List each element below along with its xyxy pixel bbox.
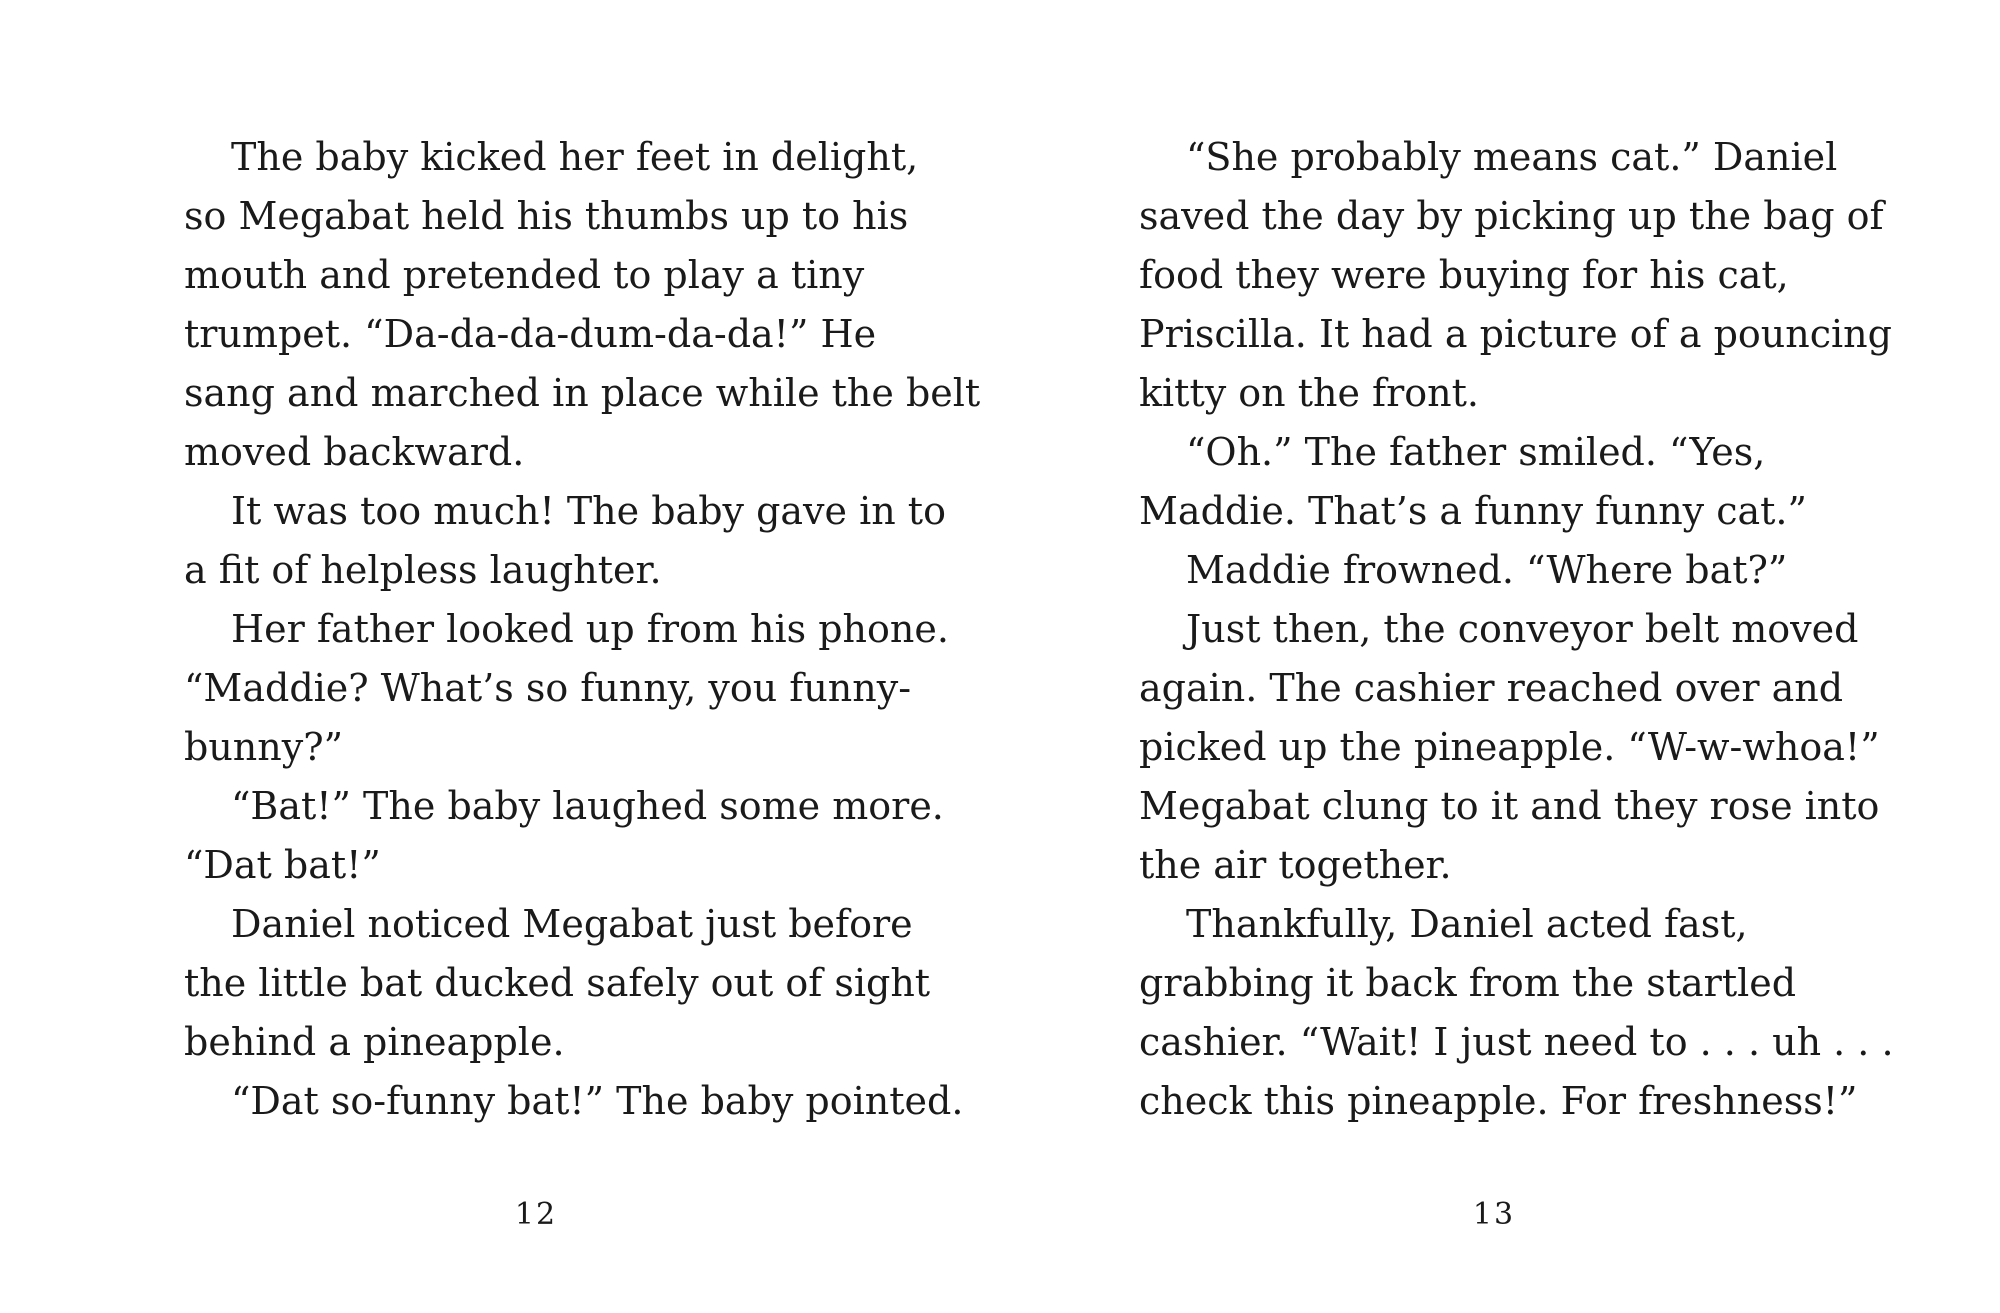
text-line: Daniel noticed Megabat just before <box>231 902 913 946</box>
text-line: “Oh.” The father smiled. “Yes, <box>1186 430 1766 474</box>
text-line: picked up the pineapple. “W-w-whoa!” <box>1139 725 1880 769</box>
text-line: the little bat ducked safely out of sight <box>184 961 931 1005</box>
text-line: food they were buying for his cat, <box>1139 253 1789 297</box>
text-line: Megabat clung to it and they rose into <box>1139 784 1880 828</box>
left-page-text <box>184 128 980 1131</box>
text-line: saved the day by picking up the bag of <box>1139 194 1884 238</box>
text-line: Priscilla. It had a picture of a pouncing <box>1139 312 1892 356</box>
text-line: Maddie frowned. “Where bat?” <box>1186 548 1788 592</box>
text-line: trumpet. “Da-da-da-dum-da-da!” He <box>184 312 877 356</box>
text-line: Just then, the conveyor belt moved <box>1186 607 1859 651</box>
page-number-right: 13 <box>1472 1197 1516 1232</box>
text-line: The baby kicked her feet in delight, <box>231 135 919 179</box>
text-line: mouth and pretended to play a tiny <box>184 253 865 297</box>
text-line: sang and marched in place while the belt <box>184 371 981 415</box>
text-line: “Maddie? What’s so funny, you funny- <box>184 666 912 710</box>
text-line: grabbing it back from the startled <box>1139 961 1797 1005</box>
text-line: It was too much! The baby gave in to <box>231 489 946 533</box>
text-line: “She probably means cat.” Daniel <box>1186 135 1838 179</box>
text-line: “Dat so-funny bat!” The baby pointed. <box>231 1079 964 1123</box>
text-line: a fit of helpless laughter. <box>184 548 662 592</box>
text-line: Her father looked up from his phone. <box>231 607 949 651</box>
text-line: Maddie. That’s a funny funny cat.” <box>1139 489 1807 533</box>
text-line: so Megabat held his thumbs up to his <box>184 194 909 238</box>
text-line: again. The cashier reached over and <box>1139 666 1844 710</box>
page-number-left: 12 <box>514 1197 558 1232</box>
text-line: bunny?” <box>184 725 344 769</box>
right-page-text <box>1139 128 1894 1131</box>
text-line: Thankfully, Daniel acted fast, <box>1186 902 1748 946</box>
text-line: behind a pineapple. <box>184 1020 565 1064</box>
right-page <box>1000 0 2000 1313</box>
text-line: kitty on the front. <box>1139 371 1479 415</box>
text-line: the air together. <box>1139 843 1452 887</box>
text-line: check this pineapple. For freshness!” <box>1139 1079 1858 1123</box>
text-line: cashier. “Wait! I just need to . . . uh . . . <box>1139 1020 1894 1064</box>
text-line: “Bat!” The baby laughed some more. <box>231 784 944 828</box>
text-line: “Dat bat!” <box>184 843 381 887</box>
text-line: moved backward. <box>184 430 525 474</box>
